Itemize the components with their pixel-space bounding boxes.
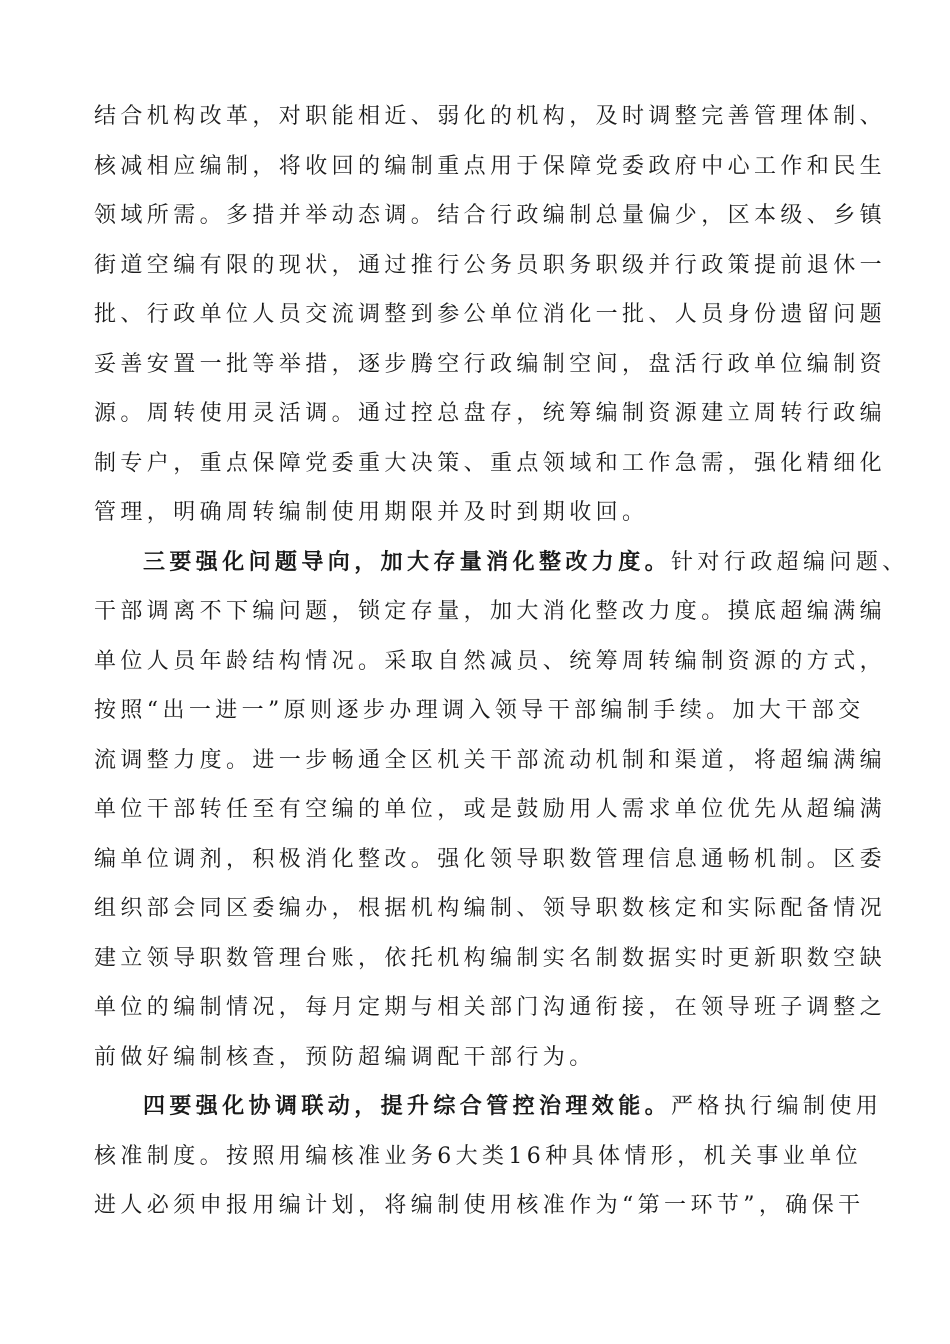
paragraph-heading: 四要强化协调联动，提升综合管控治理效能。 [143,1093,672,1119]
text-line: 按照“出一进一”原则逐步办理调入领导干部编制手续。加大干部交 [94,698,865,723]
paragraph-3 [94,1082,883,1231]
text-line: 编单位调剂，积极消化整改。强化领导职数管理信息通畅机制。区委 [94,846,887,872]
paragraph-first-line-text: 针对行政超编问题、 [671,549,909,575]
text-line: 建立领导职数管理台账，依托机构编制实名制数据实时更新职数空缺 [94,945,887,971]
text-line: 结合机构改革，对职能相近、弱化的机构，及时调整完善管理体制、 [94,104,887,129]
text-line: 核减相应编制，将收回的编制重点用于保障党委政府中心工作和民生 [94,153,887,179]
text-line: 单位干部转任至有空编的单位，或是鼓励用人需求单位优先从超编满 [94,797,887,822]
text-line: 进人必须申报用编计划，将编制使用核准作为“第一环节”，确保干 [94,1193,865,1218]
text-line: 流调整力度。进一步畅通全区机关干部流动机制和渠道，将超编满编 [94,747,887,773]
text-line: 制专户，重点保障党委重大决策、重点领域和工作急需，强化精细化 [94,450,887,476]
text-line: 单位的编制情况，每月定期与相关部门沟通衔接，在领导班子调整之 [94,995,887,1020]
text-line: 组织部会同区委编办，根据机构编制、领导职数核定和实际配备情况 [94,896,887,921]
text-line: 源。周转使用灵活调。通过控总盘存，统筹编制资源建立周转行政编 [94,401,887,426]
paragraph-first-line [94,538,909,588]
text-line: 管理，明确周转编制使用期限并及时到期收回。 [94,500,649,525]
paragraph-first-line [94,1082,883,1132]
text-line: 街道空编有限的现状，通过推行公务员职务职级并行政策提前退休一 [94,252,887,278]
text-line: 核准制度。按照用编核准业务6大类16种具体情形，机关事业单位 [94,1143,862,1169]
text-line: 妥善安置一批等举措，逐步腾空行政编制空间，盘活行政单位编制资 [94,351,887,377]
paragraph-heading: 三要强化问题导向，加大存量消化整改力度。 [143,548,672,575]
text-line: 干部调离不下编问题，锁定存量，加大消化整改力度。摸底超编满编 [94,599,887,624]
text-line: 领域所需。多措并举动态调。结合行政编制总量偏少，区本级、乡镇 [94,203,887,228]
paragraph-1 [94,92,887,538]
paragraph-2 [94,538,909,1083]
text-line: 前做好编制核查，预防超编调配干部行为。 [94,1044,596,1070]
text-line: 批、行政单位人员交流调整到参公单位消化一批、人员身份遗留问题 [94,302,887,327]
document-body [94,92,909,1231]
paragraph-first-line-text: 严格执行编制使用 [671,1094,883,1119]
text-line: 单位人员年龄结构情况。采取自然减员、统筹周转编制资源的方式， [94,648,887,674]
